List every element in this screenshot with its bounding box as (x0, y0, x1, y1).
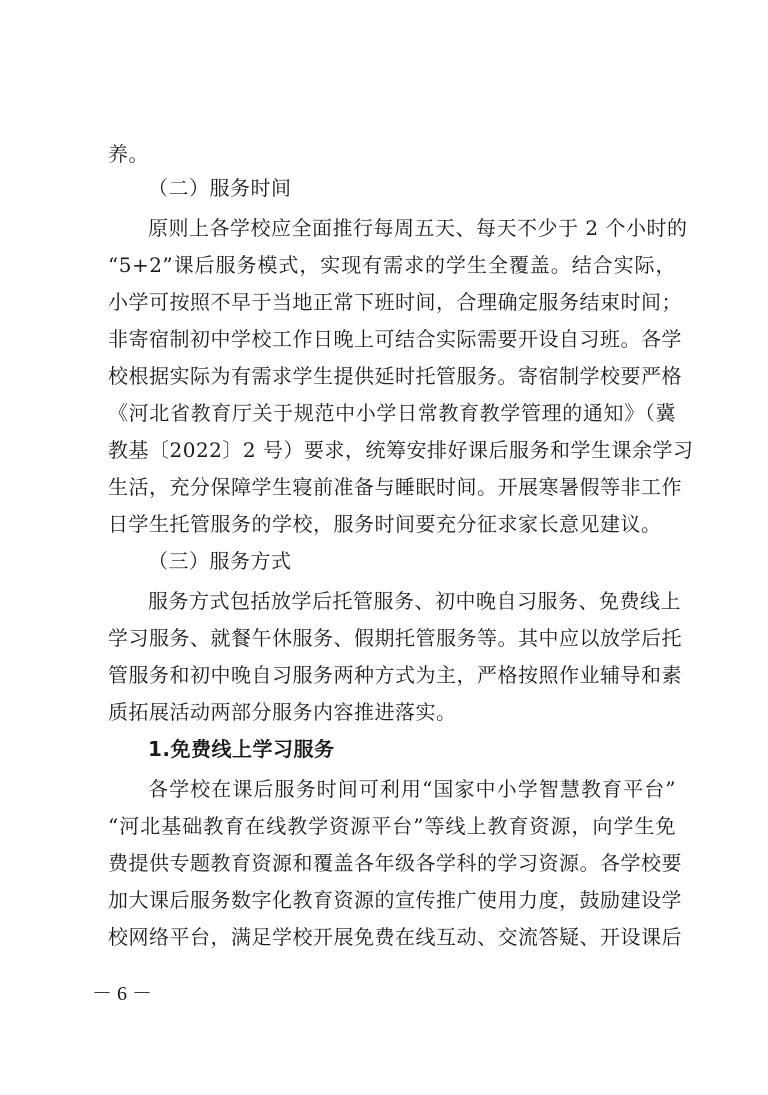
paragraph-line: 教基〔2022〕2 号）要求，统筹安排好课后服务和学生课余学习 (108, 438, 694, 462)
paragraph-line: 学习服务、就餐午休服务、假期托管服务等。其中应以放学后托 (108, 626, 682, 650)
section-heading-service-mode: （三）服务方式 (148, 549, 292, 573)
paragraph-line: 校网络平台，满足学校开展免费在线互动、交流答疑、开设课后 (108, 925, 682, 949)
paragraph-line: 服务方式包括放学后托管服务、初中晚自习服务、免费线上 (148, 589, 681, 613)
paragraph-line: 管服务和初中晚自习服务两种方式为主，严格按照作业辅导和素 (108, 663, 682, 687)
paragraph-line: “5+2”课后服务模式，实现有需求的学生全覆盖。结合实际， (108, 253, 676, 277)
paragraph-line: 非寄宿制初中学校工作日晚上可结合实际需要开设自习班。各学 (108, 327, 682, 351)
paragraph-line: 《河北省教育厅关于规范中小学日常教育教学管理的通知》（冀 (108, 401, 676, 425)
page-number: － 6 － (92, 983, 152, 1005)
paragraph-line: 日学生托管服务的学校，服务时间要充分征求家长意见建议。 (108, 512, 662, 536)
paragraph-line: 小学可按照不早于当地正常下班时间，合理确定服务结束时间； (108, 290, 682, 314)
paragraph-line: 生活，充分保障学生寝前准备与睡眠时间。开展寒暑假等非工作 (108, 475, 682, 499)
paragraph-line: 原则上各学校应全面推行每周五天、每天不少于 2 个小时的 (148, 216, 688, 240)
paragraph-line: “河北基础教育在线教学资源平台”等线上教育资源，向学生免 (108, 814, 676, 838)
section-heading-service-time: （二）服务时间 (148, 176, 292, 200)
paragraph-line: 加大课后服务数字化教育资源的宣传推广使用力度，鼓励建设学 (108, 888, 682, 912)
paragraph-line: 费提供专题教育资源和覆盖各年级各学科的学习资源。各学校要 (108, 851, 682, 875)
paragraph-line: 质拓展活动两部分服务内容推进落实。 (108, 700, 457, 724)
paragraph-line: 各学校在课后服务时间可利用“国家中小学智慧教育平台” (148, 777, 676, 801)
paragraph-line: 校根据实际为有需求学生提供延时托管服务。寄宿制学校要严格 (108, 364, 682, 388)
paragraph-continuation: 养。 (108, 142, 149, 166)
subsection-heading-online-learning: 1.免费线上学习服务 (148, 737, 335, 761)
